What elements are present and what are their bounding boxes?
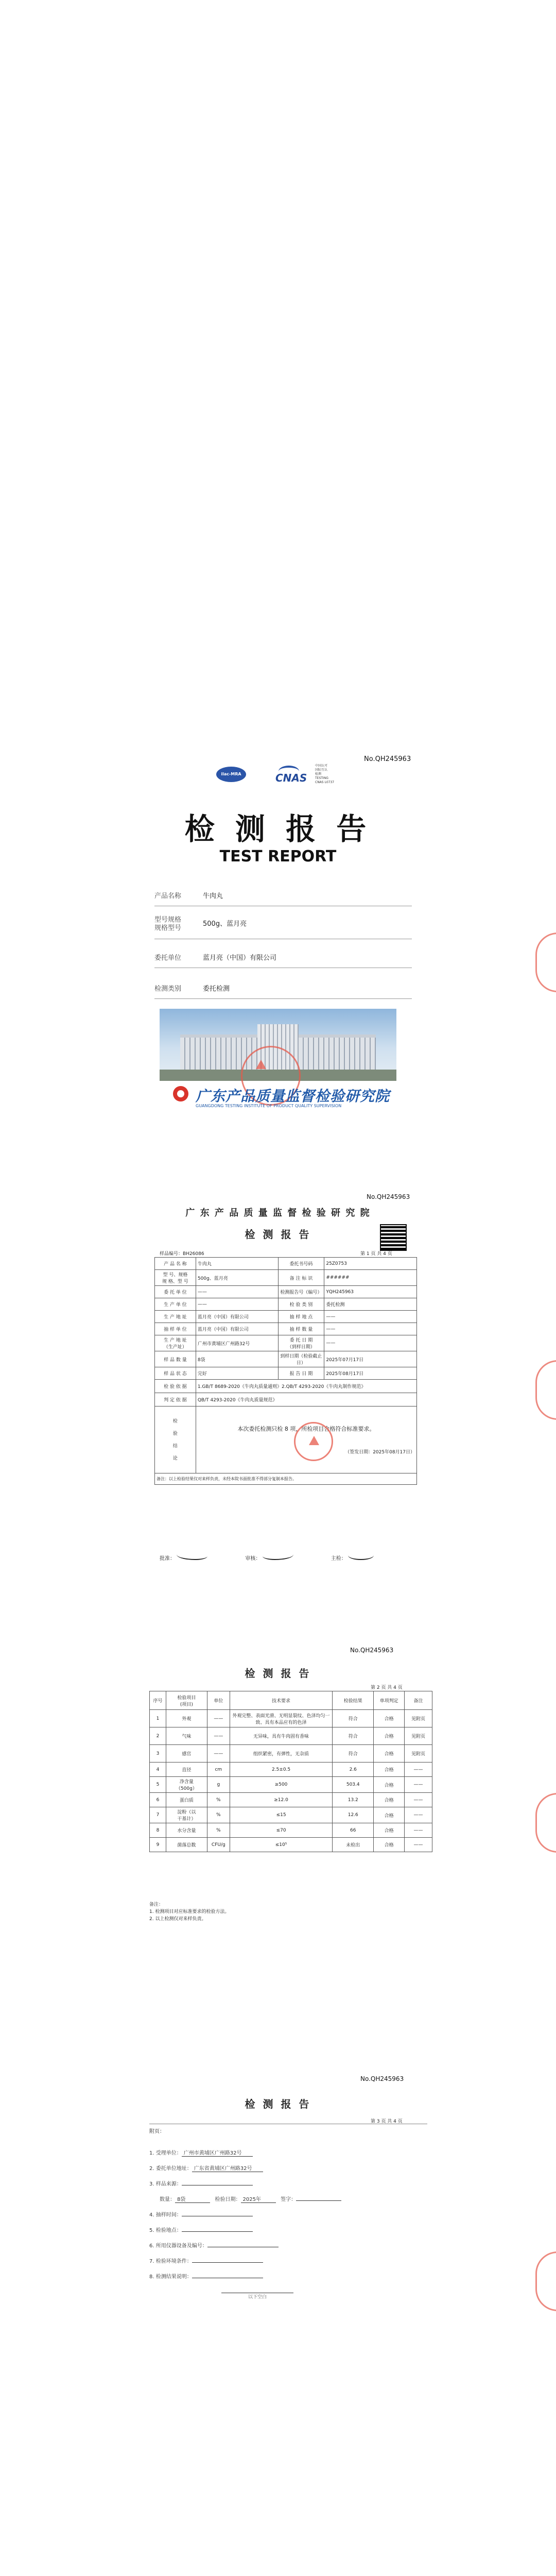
summary-value-cell: —— xyxy=(324,1311,417,1323)
results-cell: 直径 xyxy=(166,1762,207,1777)
summary-title: 检 测 报 告 xyxy=(245,1228,311,1241)
results-cell: ≥12.0 xyxy=(230,1793,333,1807)
summary-label-cell: 报 告 日 期 xyxy=(278,1367,324,1380)
results-cell: 外观完整、表面光滑、无明显裂纹、色泽均匀一致、具有本品应有的色泽 xyxy=(230,1710,333,1727)
conclusion-stamp-date: （签发日期：2025年08月17日） xyxy=(345,1450,415,1455)
cnas-caption: 中国认可 国际互认 检测 TESTING CNAS L0737 xyxy=(315,764,335,784)
summary-label-cell: 产 品 名 称 xyxy=(155,1258,196,1270)
results-cell: —— xyxy=(405,1762,432,1777)
results-cell: 见附页 xyxy=(405,1710,432,1727)
results-cell: % xyxy=(207,1823,230,1838)
results-cell: % xyxy=(207,1793,230,1807)
results-cell: 合格 xyxy=(374,1823,405,1838)
institute-heading: 广 东 产 品 质 量 监 督 检 验 研 究 院 xyxy=(185,1208,371,1218)
results-cell: 7 xyxy=(150,1807,166,1823)
results-cell: 合格 xyxy=(374,1727,405,1745)
results-cell: 淀粉（以 干基计） xyxy=(166,1807,207,1823)
page-number: 第 1 页 共 4 页 xyxy=(360,1251,392,1257)
summary-value-cell: 委托检测 xyxy=(324,1298,417,1311)
cover-title-cn: 检 测 报 告 xyxy=(184,811,372,846)
page-edge-seal-icon xyxy=(535,1793,556,1853)
results-row xyxy=(150,1777,432,1793)
summary-value-cell: 25Z0753 xyxy=(324,1258,417,1270)
cover-field-client: 委托单位 蓝月亮（中国）有限公司 xyxy=(154,949,412,968)
summary-label-cell: 型 号、规格 规 格、型 号 xyxy=(155,1270,196,1286)
results-cell: 符合 xyxy=(333,1745,374,1762)
summary-row xyxy=(155,1286,417,1298)
page-number: 第 3 页 共 4 页 xyxy=(371,2119,403,2124)
results-header-cell: 单位 xyxy=(207,1691,230,1710)
summary-value-cell: 500g、蓝月亮 xyxy=(196,1270,278,1286)
results-table xyxy=(149,1691,432,1852)
summary-label-cell: 委托书号码 xyxy=(278,1258,324,1270)
results-cell: 合格 xyxy=(374,1777,405,1793)
cover-title-en: TEST REPORT xyxy=(219,848,337,866)
results-cell: 9 xyxy=(150,1838,166,1852)
results-row xyxy=(150,1807,432,1823)
supplement-item: 4. 抽样时间： xyxy=(149,2210,253,2218)
summary-value-cell: 蓝月亮（中国）有限公司 xyxy=(196,1311,278,1323)
page-edge-seal-icon xyxy=(535,2251,556,2311)
cover-field-model: 型号规格 规格型号500g、蓝月亮 xyxy=(154,916,412,939)
results-cell: 合格 xyxy=(374,1762,405,1777)
institute-name-cn: 广东产品质量监督检验研究院 xyxy=(196,1088,390,1105)
results-cell: 净含量 （500g） xyxy=(166,1777,207,1793)
results-cell: ≤10⁵ xyxy=(230,1838,333,1852)
results-cell: —— xyxy=(207,1710,230,1727)
results-header-cell: 检验结果 xyxy=(333,1691,374,1710)
conclusion-text: 本次委托检测只检 8 项，所检项目合格符合标准要求。 xyxy=(237,1426,375,1432)
results-cell: 503.4 xyxy=(333,1777,374,1793)
results-cell: 6 xyxy=(150,1793,166,1807)
sample-number: 样品编号：BH26086 xyxy=(160,1251,204,1257)
results-cell: 2.6 xyxy=(333,1762,374,1777)
summary-label-cell: 检 验 类 别 xyxy=(278,1298,324,1311)
results-cell: —— xyxy=(405,1807,432,1823)
ilac-logo xyxy=(216,767,247,789)
summary-value-cell: 广州市黄埔区广州路32号 xyxy=(196,1335,278,1351)
cover-field-product: 产品名称 牛肉丸 xyxy=(154,887,412,906)
results-cell: 合格 xyxy=(374,1807,405,1823)
supplement-item: 2. 委托单位地址： 广东省黄埔区广州路32号 xyxy=(149,2164,263,2172)
results-cell: 组织紧密，有弹性，无杂质 xyxy=(230,1745,333,1762)
results-cell: cm xyxy=(207,1762,230,1777)
summary-row xyxy=(155,1258,417,1270)
results-cell: 见附页 xyxy=(405,1745,432,1762)
supplement-item: 3. 样品来源： xyxy=(149,2179,253,2187)
results-title: 检 测 报 告 xyxy=(245,1667,311,1680)
results-cell: 菌落总数 xyxy=(166,1838,207,1852)
summary-label-cell: 到样日期（检验截止日） xyxy=(278,1351,324,1367)
report-number: No.QH245963 xyxy=(367,1193,410,1200)
results-cell: 外观 xyxy=(166,1710,207,1727)
summary-label-cell: 抽 样 单 位 xyxy=(155,1323,196,1335)
results-header-cell: 单项判定 xyxy=(374,1691,405,1710)
summary-row xyxy=(155,1270,417,1286)
results-cell: 13.2 xyxy=(333,1793,374,1807)
tester-signature-icon xyxy=(348,1551,374,1560)
report-number: No.QH245963 xyxy=(364,755,411,763)
basis-row: 检 验 依 据 1.GB/T 8689-2020《牛肉丸质量通则》2.QB/T 4293-2020《牛肉丸制作规范》 xyxy=(155,1380,417,1393)
summary-page xyxy=(0,1159,556,1638)
summary-value-cell: 完好 xyxy=(196,1367,278,1380)
results-cell: 2 xyxy=(150,1727,166,1745)
summary-value-cell: 8袋 xyxy=(196,1351,278,1367)
report-number: No.QH245963 xyxy=(350,1647,394,1654)
results-cell: —— xyxy=(405,1823,432,1838)
results-header-cell: 检验项目 (项目) xyxy=(166,1691,207,1710)
results-header-cell: 技术要求 xyxy=(230,1691,333,1710)
signatures: 批准： 审核： 主检： xyxy=(160,1551,417,1562)
supplement-item: 1. 受理单位： 广州市黄埔区广州路32号 xyxy=(149,2148,253,2157)
summary-row xyxy=(155,1323,417,1335)
summary-value-cell: 牛肉丸 xyxy=(196,1258,278,1270)
summary-label-cell: 样 品 状 态 xyxy=(155,1367,196,1380)
reviewer-signature-icon xyxy=(263,1551,293,1560)
end-mark: 以下空白 xyxy=(221,2293,293,2300)
results-cell: ≤70 xyxy=(230,1823,333,1838)
cnas-logo xyxy=(275,766,311,786)
cnas-text: CNAS xyxy=(275,772,307,784)
summary-label-cell: 生 产 单 位 xyxy=(155,1298,196,1311)
results-row xyxy=(150,1838,432,1852)
results-cell: 4 xyxy=(150,1762,166,1777)
supplement-sample-line: 数量： 8袋 检验日期： 2025年 签字： xyxy=(160,2195,341,2203)
summary-value-cell: —— xyxy=(196,1298,278,1311)
page-edge-seal-icon xyxy=(535,933,556,992)
page-number: 第 2 页 共 4 页 xyxy=(371,1685,403,1690)
results-cell: 合格 xyxy=(374,1745,405,1762)
summary-row xyxy=(155,1335,417,1351)
summary-label-cell: 生 产 地 址 （生产址） xyxy=(155,1335,196,1351)
results-cell: —— xyxy=(405,1838,432,1852)
summary-label-cell: 抽 样 地 点 xyxy=(278,1311,324,1323)
results-cell: 气味 xyxy=(166,1727,207,1745)
summary-value-cell: —— xyxy=(324,1335,417,1351)
results-header-cell: 备注 xyxy=(405,1691,432,1710)
results-cell: 蛋白质 xyxy=(166,1793,207,1807)
report-number: No.QH245963 xyxy=(360,2075,404,2082)
summary-label-cell: 检测报告号（编号） xyxy=(278,1286,324,1298)
results-cell: 感官 xyxy=(166,1745,207,1762)
results-header-cell: 序号 xyxy=(150,1691,166,1710)
results-cell: —— xyxy=(405,1793,432,1807)
institute-logo-icon xyxy=(171,1086,194,1101)
cover-field-category: 检测类别 委托检测 xyxy=(154,980,412,999)
summary-row xyxy=(155,1367,417,1380)
approver-signature-icon xyxy=(177,1551,207,1560)
summary-value-cell: ###### xyxy=(324,1270,417,1286)
results-header-row xyxy=(150,1691,432,1710)
supplement-heading: 附页： xyxy=(149,2129,165,2134)
summary-value-cell: —— xyxy=(324,1323,417,1335)
results-row xyxy=(150,1727,432,1745)
results-row xyxy=(150,1823,432,1838)
results-cell: ≤15 xyxy=(230,1807,333,1823)
summary-value-cell: 2025年08月17日 xyxy=(324,1367,417,1380)
results-row xyxy=(150,1762,432,1777)
results-cell: 水分含量 xyxy=(166,1823,207,1838)
supplement-item: 6. 所用仪器设备及编号： xyxy=(149,2241,279,2249)
supplement-item: 7. 检验环境条件： xyxy=(149,2257,263,2264)
note-row: 备注：以上检验结果仅对来样负责，未经本院书面批准不得部分复制本报告。 xyxy=(155,1473,417,1485)
cover-page xyxy=(0,0,556,1159)
conclusion-seal-icon xyxy=(294,1422,333,1461)
supplement-page xyxy=(0,2066,556,2576)
results-row xyxy=(150,1745,432,1762)
results-cell: 12.6 xyxy=(333,1807,374,1823)
results-cell: ≥500 xyxy=(230,1777,333,1793)
summary-value-cell: —— xyxy=(196,1286,278,1298)
results-cell: 符合 xyxy=(333,1710,374,1727)
page-edge-seal-icon xyxy=(535,1360,556,1420)
supplement-item: 8. 检测结果说明： xyxy=(149,2272,263,2280)
summary-table xyxy=(154,1257,417,1485)
results-cell: 2.5±0.5 xyxy=(230,1762,333,1777)
summary-label-cell: 抽 样 数 量 xyxy=(278,1323,324,1335)
results-cell: 未检出 xyxy=(333,1838,374,1852)
results-cell: g xyxy=(207,1777,230,1793)
results-row xyxy=(150,1710,432,1727)
results-cell: % xyxy=(207,1807,230,1823)
ilac-globe-icon: ilac-MRA xyxy=(216,767,246,782)
summary-row xyxy=(155,1298,417,1311)
results-row xyxy=(150,1793,432,1807)
results-cell: —— xyxy=(405,1777,432,1793)
results-cell: 符合 xyxy=(333,1727,374,1745)
summary-value-cell: YQH245963 xyxy=(324,1286,417,1298)
results-cell: 1 xyxy=(150,1710,166,1727)
results-cell: 3 xyxy=(150,1745,166,1762)
summary-label-cell: 备 注 标 识 xyxy=(278,1270,324,1286)
supplement-title: 检 测 报 告 xyxy=(245,2098,311,2110)
results-cell: 合格 xyxy=(374,1793,405,1807)
summary-label-cell: 委 托 单 位 xyxy=(155,1286,196,1298)
results-cell: 合格 xyxy=(374,1710,405,1727)
results-cell: 见附页 xyxy=(405,1727,432,1745)
summary-label-cell: 样 品 数 量 xyxy=(155,1351,196,1367)
conclusion-row: 检 验 结 论 本次委托检测只检 8 项，所检项目合格符合标准要求。 （签发日期：2025年08月17日） xyxy=(155,1406,417,1473)
summary-label-cell: 生 产 地 址 xyxy=(155,1311,196,1323)
summary-label-cell: 委 托 日 期 （到样日期） xyxy=(278,1335,324,1351)
summary-row xyxy=(155,1311,417,1323)
criteria-row: 判 定 依 据 QB/T 4293-2020《牛肉丸质量规范》 xyxy=(155,1393,417,1406)
results-cell: CFU/g xyxy=(207,1838,230,1852)
summary-value-cell: 蓝月亮（中国）有限公司 xyxy=(196,1323,278,1335)
results-cell: 66 xyxy=(333,1823,374,1838)
institute-name-en: GUANGDONG TESTING INSTITUTE OF PRODUCT QUALITY SUPERVISION xyxy=(196,1104,342,1108)
results-cell: 合格 xyxy=(374,1838,405,1852)
results-cell: —— xyxy=(207,1727,230,1745)
results-page xyxy=(0,1638,556,2066)
results-cell: 5 xyxy=(150,1777,166,1793)
results-cell: —— xyxy=(207,1745,230,1762)
results-notes: 备注： 1. 检测项目对应标准要求的检验方法。 2. 以上检测仅对来样负责。 xyxy=(149,1902,230,1922)
results-cell: 无异味，具有牛肉固有香味 xyxy=(230,1727,333,1745)
summary-value-cell: 2025年07月17日 xyxy=(324,1351,417,1367)
supplement-item: 5. 检验地点： xyxy=(149,2226,253,2233)
summary-row xyxy=(155,1351,417,1367)
results-cell: 8 xyxy=(150,1823,166,1838)
